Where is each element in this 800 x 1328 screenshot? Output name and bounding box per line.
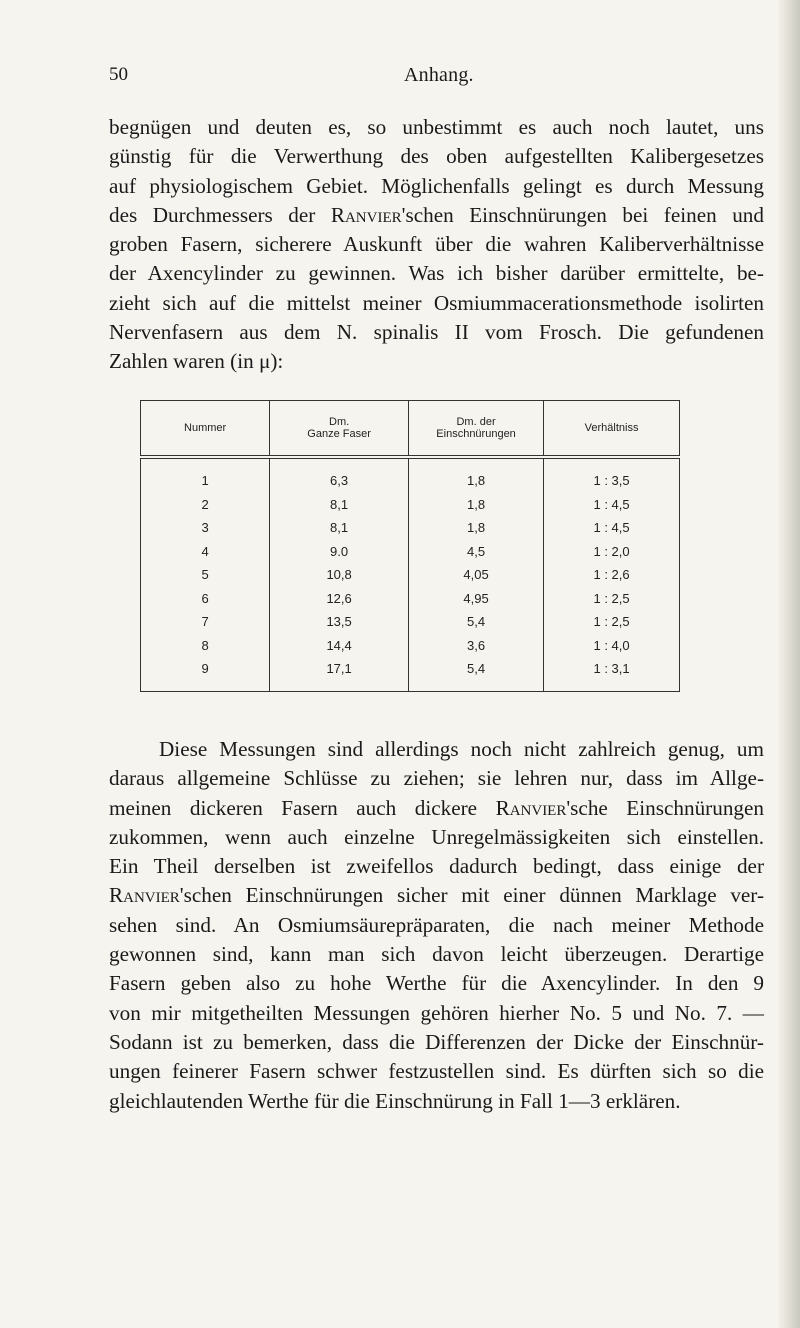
- cell-verhaeltniss: 1 : 2,5: [544, 587, 680, 611]
- cell-einschnuerungen: 3,6: [408, 634, 543, 658]
- text-line: sehen sind. An Osmiumsäurepräparaten, die nach meiner Methode: [109, 912, 764, 937]
- page-header: [109, 64, 759, 88]
- cell-nummer: 6: [141, 587, 270, 611]
- text-line: Fasern geben also zu hohe Werthe für die Axencylinder. In den 9: [109, 971, 764, 996]
- text-line: daraus allgemeine Schlüsse zu ziehen; sie lehren nur, dass im Allge-: [109, 766, 764, 791]
- table-row: [141, 457, 680, 493]
- table-row: [141, 657, 680, 691]
- text-line: günstig für die Verwerthung des oben aufgestellten Kalibergesetzes: [109, 144, 764, 169]
- cell-ganze-faser: 8,1: [270, 516, 409, 540]
- cell-verhaeltniss: 1 : 4,5: [544, 493, 680, 517]
- table-row: [141, 610, 680, 634]
- column-header-ganze-faser: Dm. Ganze Faser: [270, 401, 409, 458]
- cell-einschnuerungen: 1,8: [408, 516, 543, 540]
- cell-einschnuerungen: 1,8: [408, 457, 543, 493]
- table-row: [141, 493, 680, 517]
- cell-ganze-faser: 12,6: [270, 587, 409, 611]
- text-line: von mir mitgetheilten Messungen gehören hierher No. 5 und No. 7. —: [109, 1000, 764, 1025]
- text-line: begnügen und deuten es, so unbestimmt es auch noch lautet, uns: [109, 115, 764, 139]
- table-row: [141, 540, 680, 564]
- text-line: auf physiologischem Gebiet. Möglichenfalls gelingt es durch Messung: [109, 173, 764, 198]
- cell-verhaeltniss: 1 : 3,1: [544, 657, 680, 691]
- text-line: gleichlautenden Werthe für die Einschnürung in Fall 1—3 erklären.: [109, 1088, 681, 1113]
- cell-verhaeltniss: 1 : 4,0: [544, 634, 680, 658]
- text-line: Nervenfasern aus dem N. spinalis II vom Frosch. Die gefundenen: [109, 320, 764, 345]
- cell-einschnuerungen: 1,8: [408, 493, 543, 517]
- cell-ganze-faser: 14,4: [270, 634, 409, 658]
- cell-nummer: 2: [141, 493, 270, 517]
- column-header-nummer: Nummer: [141, 401, 270, 458]
- text-line: der Axencylinder zu gewinnen. Was ich bisher darüber ermittelte, be-: [109, 261, 764, 286]
- cell-nummer: 7: [141, 610, 270, 634]
- text-line: Diese Messungen sind allerdings noch nicht zahlreich genug, um: [159, 737, 764, 761]
- text-line: Ein Theil derselben ist zweifellos dadurch bedingt, dass einige der: [109, 854, 764, 879]
- table-header-row: [141, 401, 680, 458]
- cell-verhaeltniss: 1 : 2,5: [544, 610, 680, 634]
- text-line: zieht sich auf die mittelst meiner Osmiummacerationsmethode isolirten: [109, 290, 764, 315]
- cell-nummer: 4: [141, 540, 270, 564]
- cell-einschnuerungen: 4,95: [408, 587, 543, 611]
- cell-nummer: 9: [141, 657, 270, 691]
- cell-verhaeltniss: 1 : 2,6: [544, 563, 680, 587]
- column-header-verhaeltniss: Verhältniss: [544, 401, 680, 458]
- table-row: [141, 516, 680, 540]
- cell-einschnuerungen: 4,05: [408, 563, 543, 587]
- table-row: [141, 587, 680, 611]
- cell-ganze-faser: 8,1: [270, 493, 409, 517]
- page-number: 50: [109, 64, 128, 85]
- text-line: des Durchmessers der Ranvier'schen Einschnürungen bei feinen und: [109, 202, 764, 227]
- cell-ganze-faser: 9.0: [270, 540, 409, 564]
- text-line: Zahlen waren (in μ):: [109, 349, 284, 374]
- cell-verhaeltniss: 1 : 2,0: [544, 540, 680, 564]
- cell-nummer: 8: [141, 634, 270, 658]
- measurement-table: [140, 400, 680, 692]
- cell-verhaeltniss: 1 : 3,5: [544, 457, 680, 493]
- cell-nummer: 3: [141, 516, 270, 540]
- paragraph-intro: [109, 113, 764, 377]
- running-head: Anhang.: [404, 64, 474, 86]
- text-line: groben Fasern, sicherere Auskunft über die wahren Kaliberverhältnisse: [109, 232, 764, 257]
- cell-ganze-faser: 17,1: [270, 657, 409, 691]
- text-line: zukommen, wenn auch einzelne Unregelmässigkeiten sich einstellen.: [109, 824, 764, 849]
- cell-ganze-faser: 10,8: [270, 563, 409, 587]
- cell-einschnuerungen: 5,4: [408, 657, 543, 691]
- text-line: meinen dickeren Fasern auch dickere Ranvier'sche Einschnürungen: [109, 795, 764, 820]
- table-row: [141, 563, 680, 587]
- paragraph-discussion: [109, 735, 764, 1116]
- cell-ganze-faser: 13,5: [270, 610, 409, 634]
- cell-einschnuerungen: 4,5: [408, 540, 543, 564]
- page-edge-shadow: [778, 0, 800, 1328]
- cell-nummer: 1: [141, 457, 270, 493]
- text-line: Sodann ist zu bemerken, dass die Differenzen der Dicke der Einschnür-: [109, 1029, 764, 1054]
- cell-ganze-faser: 6,3: [270, 457, 409, 493]
- text-line: ungen feinerer Fasern schwer festzustellen sind. Es dürften sich so die: [109, 1059, 764, 1084]
- text-line: Ranvier'schen Einschnürungen sicher mit einer dünnen Marklage ver-: [109, 883, 764, 908]
- table-row: [141, 634, 680, 658]
- cell-einschnuerungen: 5,4: [408, 610, 543, 634]
- column-header-einschnuerungen: Dm. der Einschnürungen: [408, 401, 543, 458]
- cell-verhaeltniss: 1 : 4,5: [544, 516, 680, 540]
- text-line: gewonnen sind, kann man sich davon leicht überzeugen. Derartige: [109, 942, 764, 967]
- cell-nummer: 5: [141, 563, 270, 587]
